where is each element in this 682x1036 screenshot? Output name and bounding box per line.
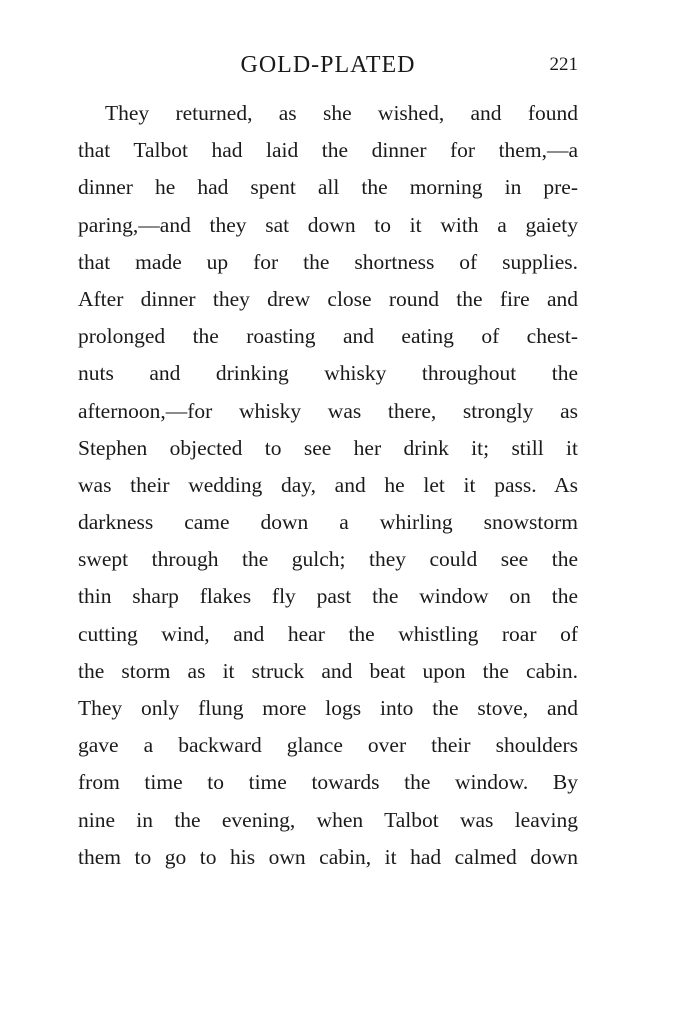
text-line: gave a backward glance over their shoulders <box>78 733 578 758</box>
text-line: that made up for the shortness of supplies. <box>78 249 578 274</box>
text-line: was their wedding day, and he let it pass. As <box>78 472 578 497</box>
running-head <box>78 50 578 80</box>
text-line: the storm as it struck and beat upon the cabin. <box>78 658 578 683</box>
running-title: GOLD-PLATED <box>240 52 416 78</box>
body-text <box>78 95 578 876</box>
text-line: that Talbot had laid the dinner for them,—a <box>78 138 578 163</box>
page-number: 221 <box>549 54 578 75</box>
text-line: They only flung more logs into the stove, and <box>78 696 578 720</box>
text-line: After dinner they drew close round the fire and <box>78 286 578 311</box>
text-line: afternoon,—for whisky was there, strongly as <box>78 398 578 423</box>
text-line: darkness came down a whirling snowstorm <box>78 510 578 535</box>
text-line: paring,—and they sat down to it with a gaiety <box>78 212 578 237</box>
text-line: They returned, as she wished, and found <box>105 101 578 125</box>
text-line: from time to time towards the window. By <box>78 770 578 795</box>
text-line: dinner he had spent all the morning in pre- <box>78 175 578 200</box>
text-line: nuts and drinking whisky throughout the <box>78 361 578 386</box>
text-line: nine in the evening, when Talbot was leaving <box>78 807 578 832</box>
text-line: swept through the gulch; they could see the <box>78 547 578 572</box>
text-line: them to go to his own cabin, it had calmed down <box>78 844 578 869</box>
text-line: thin sharp flakes fly past the window on the <box>78 584 578 609</box>
text-line: prolonged the roasting and eating of chest- <box>78 324 578 349</box>
text-line: cutting wind, and hear the whistling roar of <box>78 621 578 646</box>
text-line: Stephen objected to see her drink it; still it <box>78 435 578 460</box>
